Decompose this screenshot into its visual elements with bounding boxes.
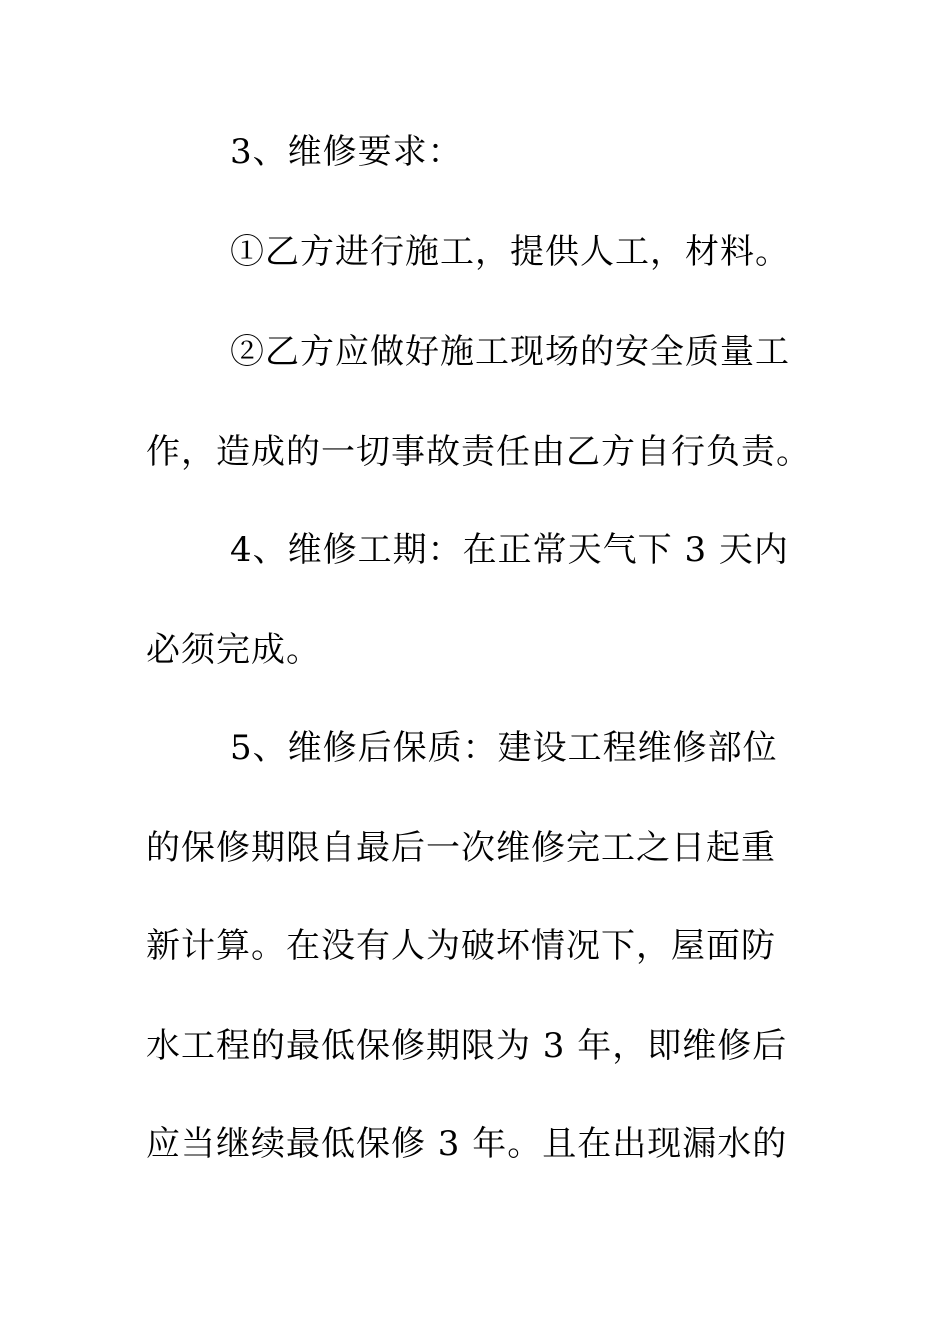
section-5-text-line-4: 水工程的最低保修期限为 3 年，即维修后 [146, 1026, 788, 1066]
section-5-text-line-2: 的保修期限自最后一次维修完工之日起重 [146, 828, 776, 868]
section-5-text-line-1: 5、维修后保质：建设工程维修部位 [230, 728, 778, 768]
item-1-text: ①乙方进行施工，提供人工，材料。 [230, 232, 790, 272]
section-5-text-line-3: 新计算。在没有人为破坏情况下，屋面防 [146, 926, 776, 966]
section-4-text-line-1: 4、维修工期：在正常天气下 3 天内 [230, 530, 789, 570]
section-3-heading: 3、维修要求： [230, 132, 463, 172]
section-4-text-line-2: 必须完成。 [146, 630, 321, 670]
section-5-text-line-5: 应当继续最低保修 3 年。且在出现漏水的 [146, 1124, 788, 1164]
item-2-text-line-1: ②乙方应做好施工现场的安全质量工 [230, 332, 790, 372]
item-2-text-line-2: 作，造成的一切事故责任由乙方自行负责。 [146, 432, 811, 472]
